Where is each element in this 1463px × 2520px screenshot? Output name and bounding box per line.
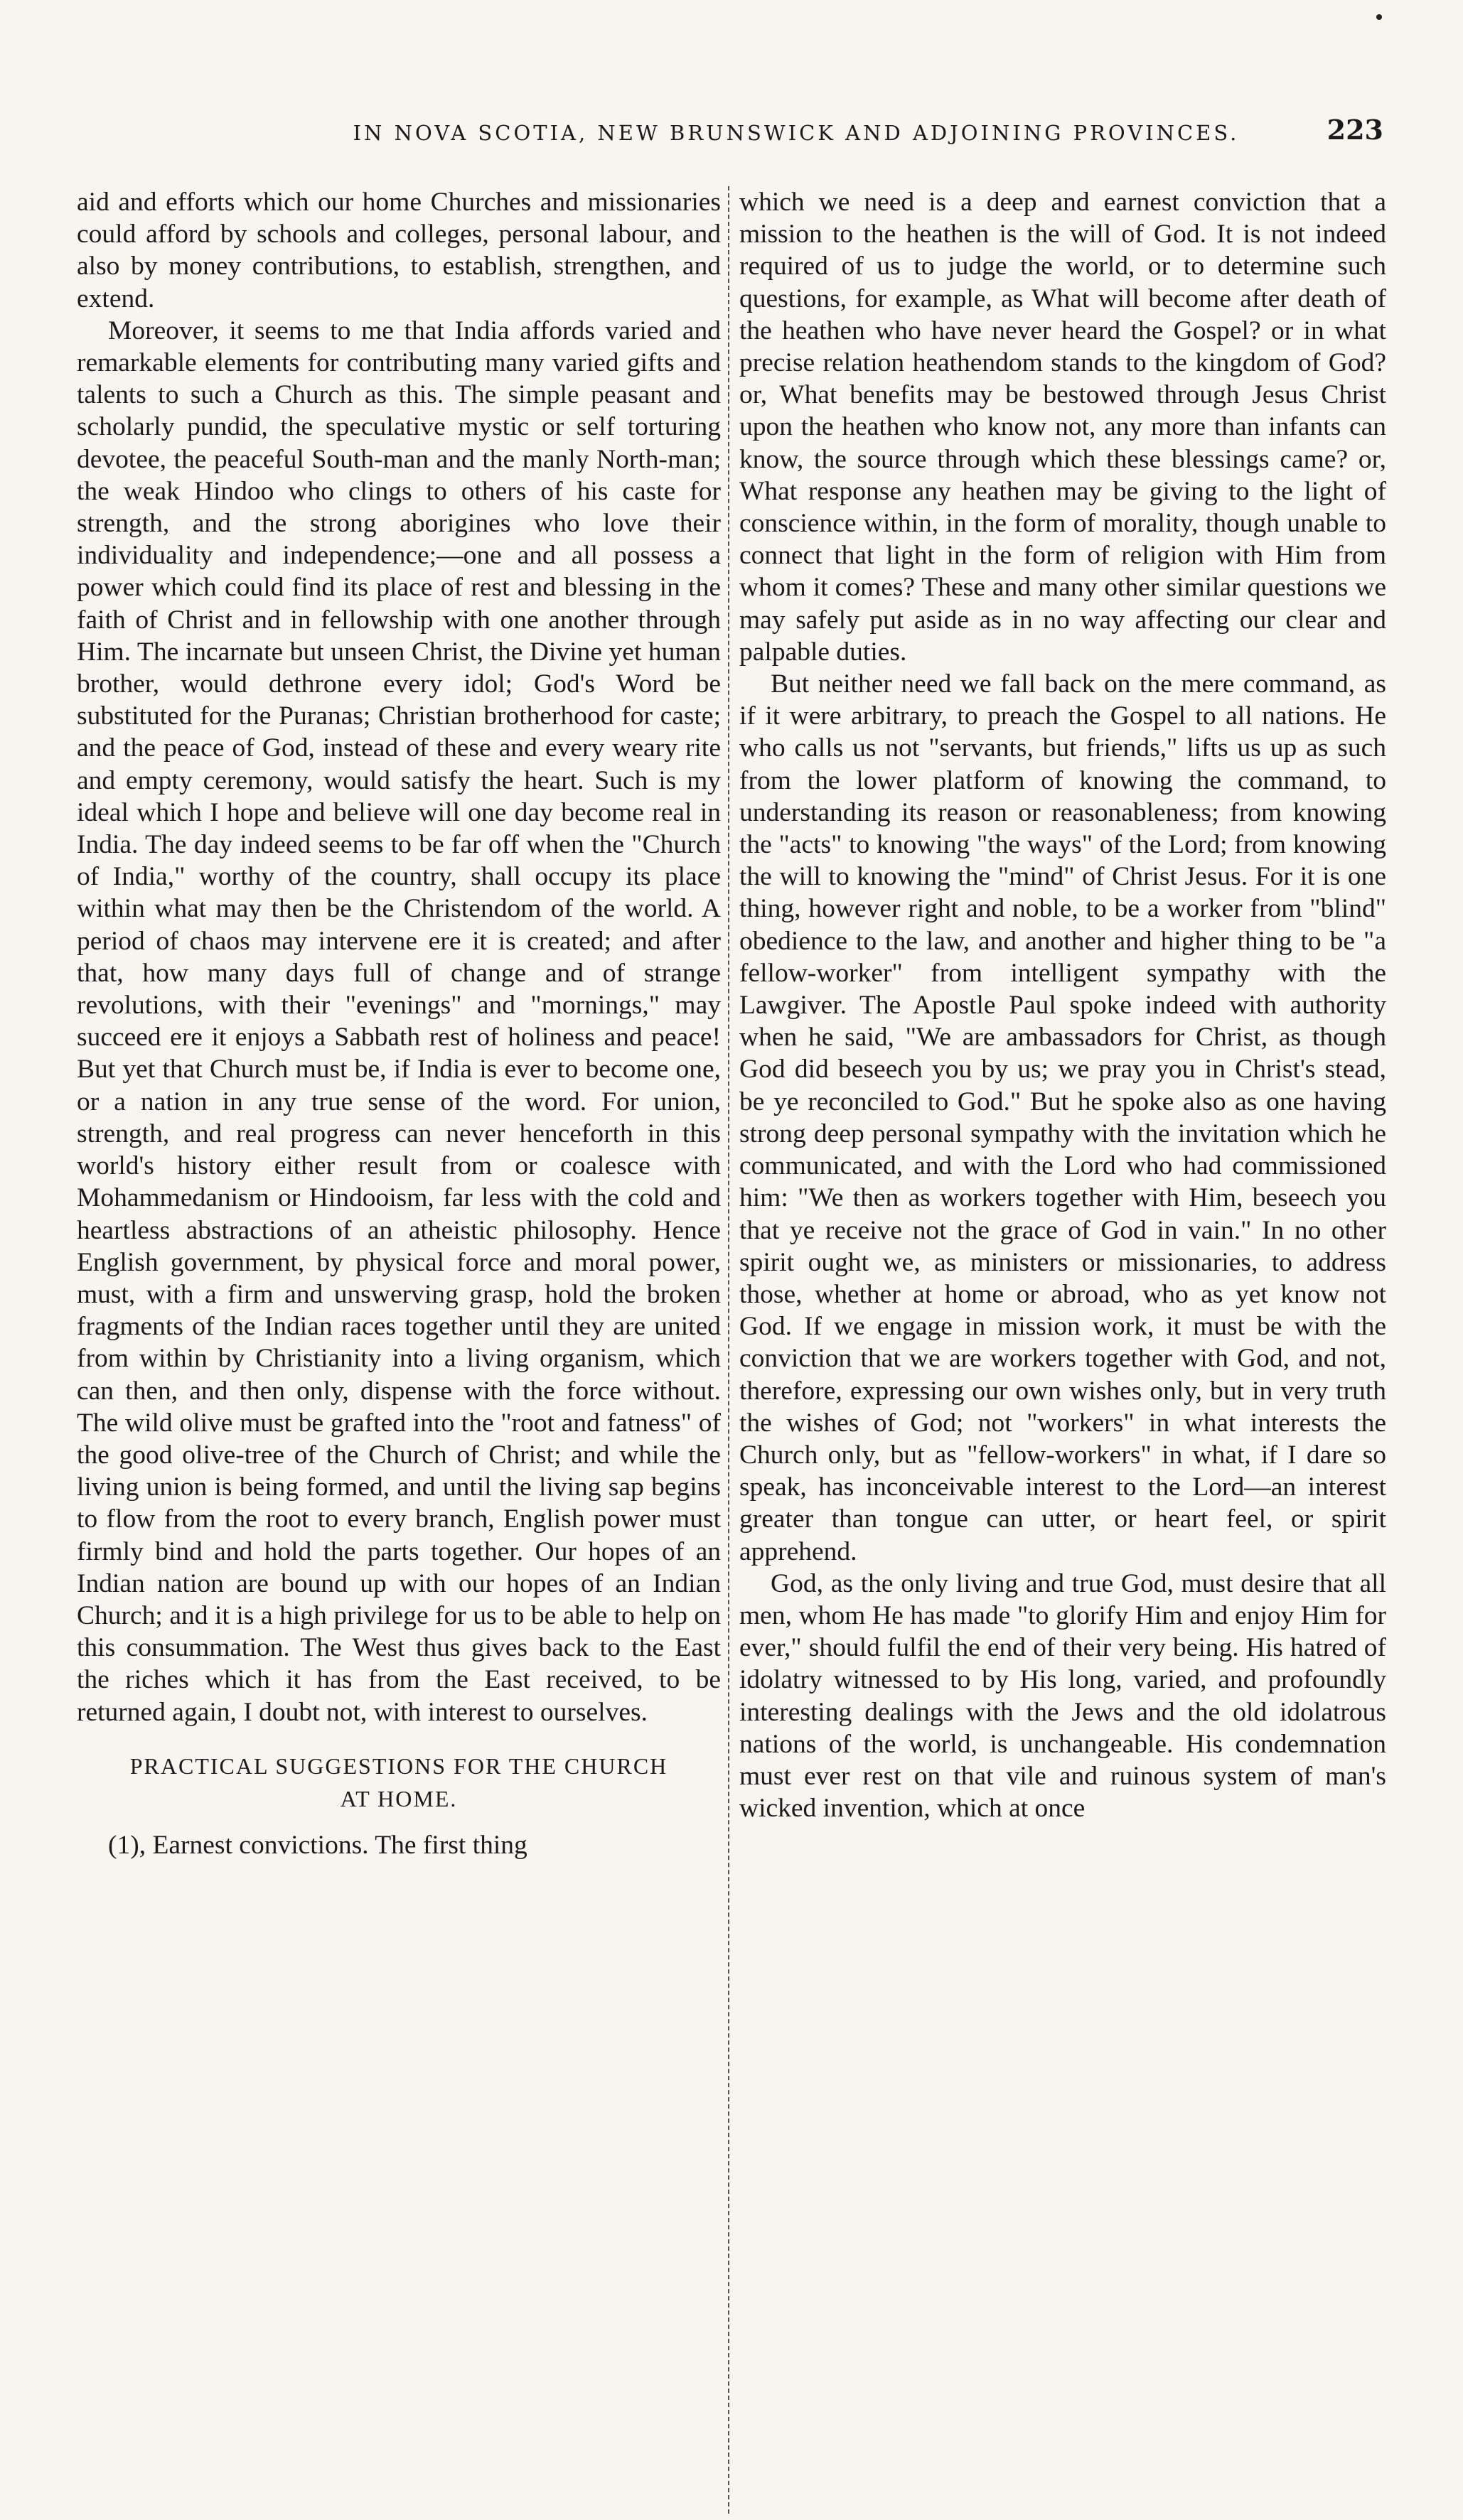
running-head: IN NOVA SCOTIA, NEW BRUNSWICK AND ADJOINING PROVINCES.	[353, 121, 1240, 145]
paragraph: (1), Earnest convictions. The first thing	[108, 1830, 527, 1860]
section-heading-line: PRACTICAL SUGGESTIONS FOR THE CHURCH	[129, 1752, 668, 1779]
left-column	[77, 186, 721, 1861]
paragraph: aid and efforts which our home Churches and missionaries could afford by schools and colleges, personal labour, and also by money contributions, to establish, strengthen, and extend.	[77, 188, 721, 313]
section-heading-line: AT HOME.	[340, 1785, 458, 1811]
section-heading	[77, 1750, 721, 1815]
paragraph: God, as the only living and true God, must desire that all men, whom He has made "to glorify Him and enjoy Him for ever," should fulfil the end of their very being. His hatred of idolatry witnessed to by His long, varied, and profoundly interesting dealings with the Jews and the old idolatrous nations of the world, is unchangeable. His condemnation must ever rest on that vile and ruinous system of man's wicked invention, which at once	[739, 1568, 1386, 1824]
paragraph: which we need is a deep and earnest conviction that a mission to the heathen is the will of God. It is not indeed required of us to judge the world, or to determine such questions, for example, as What will become after death of the heathen who have never heard the Gospel? or in what precise relation heathendom stands to the kingdom of God? or, What benefits may be bestowed through Jesus Christ upon the heathen who know not, any more than infants can know, the source through which these blessings came? or, What response any heathen may be giving to the light of conscience within, in the form of morality, though unable to connect that light in the form of religion with Him from whom it comes? These and many other similar questions we may safely put aside as in no way affecting our clear and palpable duties.	[739, 188, 1386, 667]
page-number: 223	[1327, 114, 1383, 146]
right-column	[739, 186, 1386, 1824]
paragraph: But neither need we fall back on the mere command, as if it were arbitrary, to preach the Gospel to all nations. He who calls us not "servants, but friends," lifts us up as such from the lower platform of knowing the command, to understanding its reason or reasonableness; from knowing the "acts" to knowing "the ways" of the Lord; from knowing the will to knowing the "mind" of Christ Jesus. For it is one thing, however right and noble, to be a worker from "blind" obedience to the law, and another and higher thing to be "a fellow-worker" from intelligent sympathy with the Lawgiver. The Apostle Paul spoke indeed with authority when he said, "We are ambassadors for Christ, as though God did beseech you by us; we pray you in Christ's stead, be ye reconciled to God." But he spoke also as one having strong deep personal sympathy with the invitation which he communicated, and with the Lord who had commissioned him: "We then as workers together with Him, beseech you that ye receive not the grace of God in vain." In no other spirit ought we, as ministers or missionaries, to address those, whether at home or abroad, who as yet know not God. If we engage in mission work, it must be with the conviction that we are workers together with God, and not, therefore, expressing our own wishes only, but in very truth the wishes of God; not "workers" in what interests the Church only, but as "fellow-workers" in what, if I dare so speak, has inconceivable interest to the Lord—an interest greater than tongue can utter, or heart feel, or spirit apprehend.	[739, 669, 1386, 1566]
column-divider	[728, 186, 729, 2514]
ink-speck	[1376, 14, 1382, 20]
paragraph: Moreover, it seems to me that India affords varied and remarkable elements for contributing many varied gifts and talents to such a Church as this. The simple peasant and scholarly pundid, the speculative mystic or self torturing devotee, the peaceful South-man and the manly North-man; the weak Hindoo who clings to others of his caste for strength, and the strong aborigines who love their individuality and independence;—one and all possess a power which could find its place of rest and blessing in the faith of Christ and in fellowship with one another through Him. The incarnate but unseen Christ, the Divine yet human brother, would dethrone every idol; God's Word be substituted for the Puranas; Christian brotherhood for caste; and the peace of God, instead of these and every weary rite and empty ceremony, would satisfy the heart. Such is my ideal which I hope and believe will one day become real in India. The day indeed seems to be far off when the "Church of India," worthy of the country, shall occupy its place within what may then be the Christendom of the world. A period of chaos may intervene ere it is created; and after that, how many days full of change and of strange revolutions, with their "evenings" and "mornings," may succeed ere it enjoys a Sabbath rest of holiness and peace! But yet that Church must be, if India is ever to become one, or a nation in any true sense of the word. For union, strength, and real progress can never henceforth in this world's history either result from or coalesce with Mohammedanism or Hindooism, far less with the cold and heartless abstractions of an atheistic philosophy. Hence English government, by physical force and moral power, must, with a firm and unswerving grasp, hold the broken fragments of the Indian races together until they are united from within by Christianity into a living organism, which can then, and then only, dispense with the force without. The wild olive must be grafted into the "root and fatness" of the good olive-tree of the Church of Christ; and while the living union is being formed, and until the living sap begins to flow from the root to every branch, English power must firmly bind and hold the parts together. Our hopes of an Indian nation are bound up with our hopes of an Indian Church; and it is a high privilege for us to be able to help on this consummation. The West thus gives back to the East the riches which it has from the East received, to be returned again, I doubt not, with interest to ourselves.	[77, 316, 721, 1727]
